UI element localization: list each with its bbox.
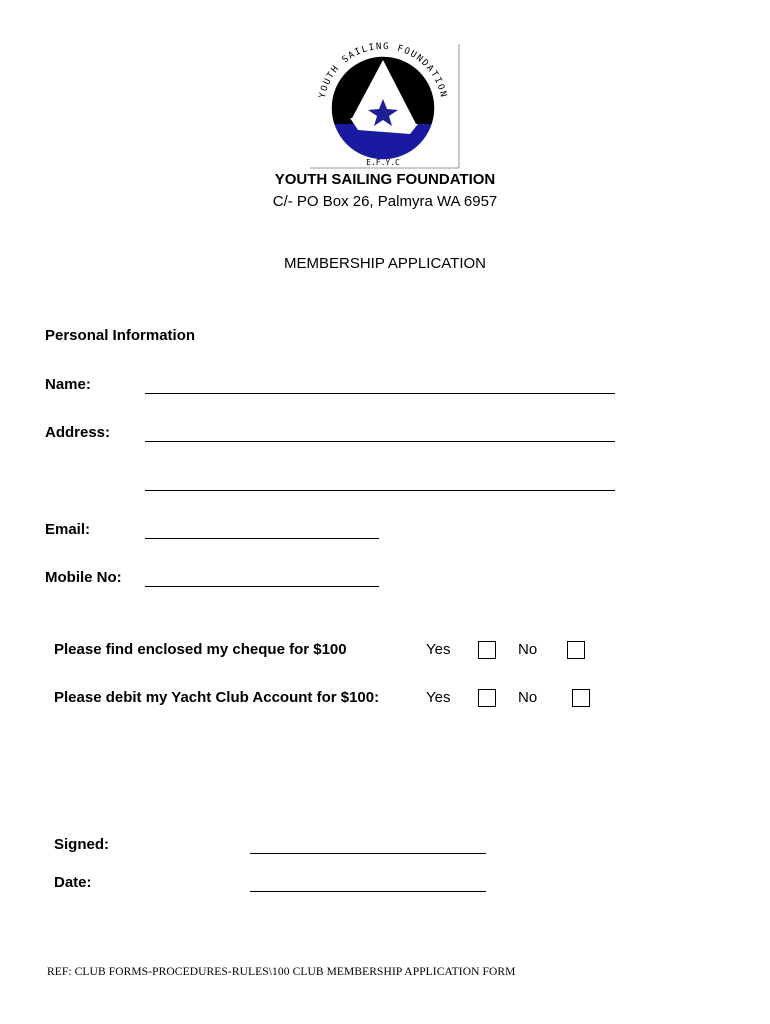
- foundation-logo: [306, 42, 462, 170]
- email-label: Email:: [45, 521, 91, 538]
- signed-label: Signed:: [54, 836, 109, 853]
- debit-no-label: No: [518, 689, 538, 706]
- name-label: Name:: [45, 376, 91, 393]
- org-name: YOUTH SAILING FOUNDATION: [274, 171, 496, 188]
- cheque-question: Please find enclosed my cheque for $100: [54, 641, 347, 658]
- debit-no-checkbox[interactable]: [572, 689, 590, 707]
- date-label: Date:: [54, 874, 92, 891]
- address-line-1-field[interactable]: [145, 441, 615, 442]
- form-title: MEMBERSHIP APPLICATION: [284, 255, 486, 272]
- cheque-yes-label: Yes: [426, 641, 451, 658]
- form-reference: REF: CLUB FORMS-PROCEDURES-RULES\100 CLUB MEMBERSHIP APPLICATION FORM: [47, 966, 516, 978]
- cheque-no-label: No: [518, 641, 538, 658]
- debit-yes-checkbox[interactable]: [478, 689, 496, 707]
- section-title-personal: Personal Information: [45, 327, 196, 344]
- logo-bottom-text: E.F.Y.C: [366, 158, 400, 167]
- address-label: Address:: [45, 424, 111, 441]
- debit-question: Please debit my Yacht Club Account for $100:: [54, 689, 380, 706]
- mobile-field[interactable]: [145, 586, 379, 587]
- date-field[interactable]: [250, 891, 486, 892]
- email-field[interactable]: [145, 538, 379, 539]
- cheque-no-checkbox[interactable]: [567, 641, 585, 659]
- signature-field[interactable]: [250, 853, 486, 854]
- cheque-yes-checkbox[interactable]: [478, 641, 496, 659]
- logo-ring-text: YOUTH SAILING FOUNDATION: [317, 42, 449, 100]
- mobile-label: Mobile No:: [45, 569, 122, 586]
- address-line-2-field[interactable]: [145, 490, 615, 491]
- debit-yes-label: Yes: [426, 689, 451, 706]
- org-address: C/- PO Box 26, Palmyra WA 6957: [272, 193, 498, 210]
- name-field[interactable]: [145, 393, 615, 394]
- sailboat-emblem-icon: [306, 42, 462, 170]
